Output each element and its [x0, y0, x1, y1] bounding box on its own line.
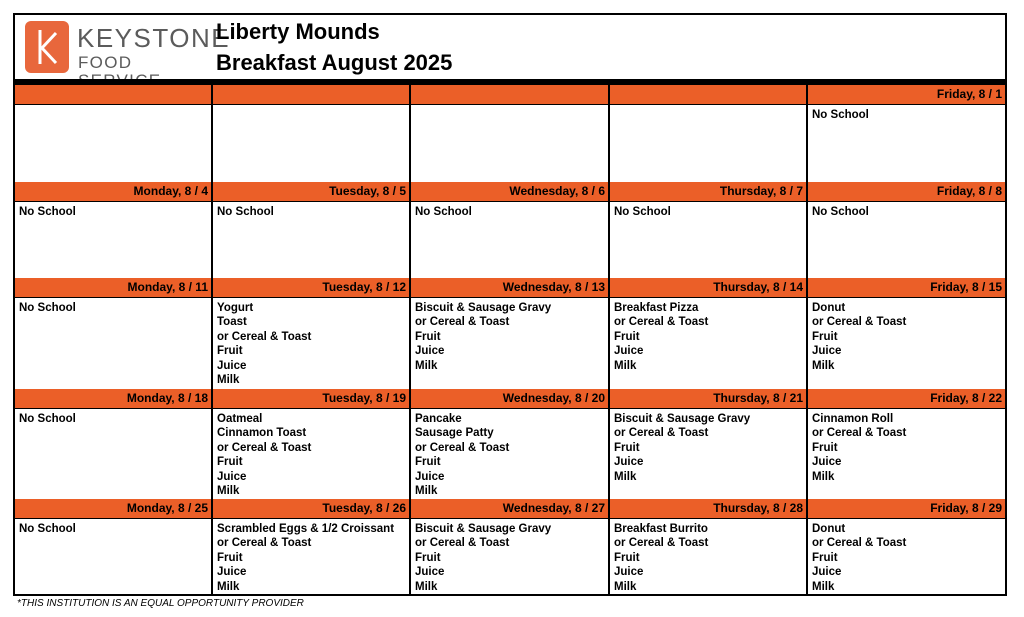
day-menu-cell: [808, 519, 1005, 594]
menu-item: Juice: [812, 456, 842, 469]
day-header: Friday, 8 / 29: [808, 499, 1005, 519]
day-menu-cell: [808, 202, 1005, 278]
day-header: Friday, 8 / 8: [808, 182, 1005, 202]
day-header: Thursday, 8 / 14: [610, 278, 808, 298]
day-header: Wednesday, 8 / 20: [411, 389, 610, 409]
day-menu-cell: [15, 519, 213, 594]
menu-item: Milk: [614, 359, 637, 372]
menu-item: Fruit: [217, 551, 243, 564]
menu-item: or Cereal & Toast: [415, 441, 510, 454]
day-header: Monday, 8 / 4: [15, 182, 213, 202]
day-header: Thursday, 8 / 28: [610, 499, 808, 519]
menu-item: Juice: [415, 566, 445, 579]
day-header: Tuesday, 8 / 12: [213, 278, 411, 298]
menu-item: No School: [19, 523, 76, 535]
menu-item: Fruit: [415, 456, 441, 469]
menu-item: Juice: [217, 359, 247, 372]
day-menu-cell: [213, 105, 411, 182]
menu-item: No School: [19, 413, 76, 425]
menu-item: Juice: [614, 456, 644, 469]
menu-item: Fruit: [217, 456, 243, 469]
menu-item: Breakfast Burrito: [614, 523, 708, 535]
day-menu-cell: [411, 202, 610, 278]
day-menu-cell: [610, 202, 808, 278]
menu-item: or Cereal & Toast: [812, 316, 907, 329]
menu-item: Milk: [812, 470, 835, 483]
menu-item: Yogurt: [217, 302, 254, 314]
day-header: [411, 85, 610, 105]
day-header: Wednesday, 8 / 6: [411, 182, 610, 202]
menu-item: No School: [614, 206, 671, 218]
menu-item: Cinnamon Roll: [812, 413, 894, 425]
menu-item: Donut: [812, 523, 846, 535]
menu-item: No School: [217, 206, 274, 218]
day-menu-cell: [411, 519, 610, 594]
day-header: Friday, 8 / 15: [808, 278, 1005, 298]
day-menu-cell: [411, 298, 610, 389]
day-header: Tuesday, 8 / 26: [213, 499, 411, 519]
day-menu-cell: [213, 409, 411, 499]
menu-item: Biscuit & Sausage Gravy: [614, 413, 751, 425]
menu-item: Toast: [217, 316, 247, 329]
menu-item: Pancake: [415, 413, 462, 425]
menu-header: [15, 15, 1005, 79]
day-header: Wednesday, 8 / 27: [411, 499, 610, 519]
menu-item: or Cereal & Toast: [217, 441, 312, 454]
menu-item: Scrambled Eggs & 1/2 Croissant: [217, 523, 395, 535]
menu-item: Milk: [217, 374, 240, 387]
day-menu-cell: [808, 105, 1005, 182]
menu-item: Fruit: [812, 551, 838, 564]
menu-item: Milk: [217, 485, 240, 498]
day-menu-cell: [15, 298, 213, 389]
day-menu-cell: [808, 298, 1005, 389]
calendar-grid: [15, 85, 1005, 594]
menu-item: Juice: [415, 470, 445, 483]
menu-item: Milk: [614, 580, 637, 593]
menu-item: Milk: [415, 485, 438, 498]
menu-item: Fruit: [614, 551, 640, 564]
school-name: Liberty Mounds: [216, 19, 380, 44]
menu-item: Fruit: [415, 330, 441, 343]
menu-item: Fruit: [217, 345, 243, 358]
menu-item: Sausage Patty: [415, 427, 494, 440]
menu-item: Milk: [812, 580, 835, 593]
menu-item: Milk: [415, 359, 438, 372]
menu-item: No School: [19, 302, 76, 314]
menu-item: Milk: [217, 580, 240, 593]
day-menu-cell: [213, 519, 411, 594]
logo-subtitle: FOOD: [78, 53, 133, 72]
menu-item: Biscuit & Sausage Gravy: [415, 523, 552, 535]
menu-item: Juice: [415, 345, 445, 358]
menu-item: or Cereal & Toast: [415, 537, 510, 550]
day-header: Tuesday, 8 / 5: [213, 182, 411, 202]
day-menu-cell: [808, 409, 1005, 499]
day-header: Monday, 8 / 25: [15, 499, 213, 519]
day-menu-cell: [15, 409, 213, 499]
keystone-logo: [25, 21, 231, 73]
menu-item: Juice: [217, 566, 247, 579]
menu-item: or Cereal & Toast: [614, 537, 709, 550]
day-header: Tuesday, 8 / 19: [213, 389, 411, 409]
day-menu-cell: [15, 105, 213, 182]
menu-calendar-frame: [13, 13, 1007, 596]
day-header: Wednesday, 8 / 13: [411, 278, 610, 298]
day-header: Thursday, 8 / 7: [610, 182, 808, 202]
menu-item: Fruit: [812, 330, 838, 343]
day-menu-cell: [213, 298, 411, 389]
day-menu-cell: [610, 298, 808, 389]
menu-item: Fruit: [614, 441, 640, 454]
menu-item: or Cereal & Toast: [217, 330, 312, 343]
menu-item: Juice: [217, 470, 247, 483]
menu-item: Milk: [614, 470, 637, 483]
day-menu-cell: [213, 202, 411, 278]
menu-item: Oatmeal: [217, 413, 263, 425]
menu-item: Juice: [812, 345, 842, 358]
menu-item: Fruit: [614, 330, 640, 343]
menu-item: Juice: [614, 345, 644, 358]
day-header: Thursday, 8 / 21: [610, 389, 808, 409]
menu-item: Juice: [812, 566, 842, 579]
menu-item: No School: [19, 206, 76, 218]
menu-item: Milk: [415, 580, 438, 593]
menu-item: or Cereal & Toast: [812, 537, 907, 550]
menu-item: No School: [415, 206, 472, 218]
menu-item: No School: [812, 109, 869, 121]
equal-opportunity-note: *THIS INSTITUTION IS AN EQUAL OPPORTUNITY PROVIDER: [17, 598, 304, 609]
day-menu-cell: [610, 519, 808, 594]
menu-title: Breakfast August 2025: [216, 50, 453, 75]
menu-item: Milk: [812, 359, 835, 372]
day-header: [610, 85, 808, 105]
menu-item: or Cereal & Toast: [812, 427, 907, 440]
day-menu-cell: [610, 105, 808, 182]
menu-item: or Cereal & Toast: [415, 316, 510, 329]
day-header: Monday, 8 / 18: [15, 389, 213, 409]
menu-item: Juice: [614, 566, 644, 579]
menu-item: or Cereal & Toast: [217, 537, 312, 550]
menu-item: Breakfast Pizza: [614, 302, 699, 314]
menu-item: Cinnamon Toast: [217, 427, 307, 440]
day-header: [213, 85, 411, 105]
menu-item: No School: [812, 206, 869, 218]
day-menu-cell: [15, 202, 213, 278]
day-header: Friday, 8 / 1: [808, 85, 1005, 105]
menu-item: Fruit: [415, 551, 441, 564]
menu-item: Donut: [812, 302, 846, 314]
menu-item: or Cereal & Toast: [614, 427, 709, 440]
menu-item: Biscuit & Sausage Gravy: [415, 302, 552, 314]
keystone-k-logo-icon: [25, 21, 69, 73]
menu-item: Fruit: [812, 441, 838, 454]
day-header: Friday, 8 / 22: [808, 389, 1005, 409]
day-menu-cell: [610, 409, 808, 499]
day-header: Monday, 8 / 11: [15, 278, 213, 298]
day-header: [15, 85, 213, 105]
menu-item: or Cereal & Toast: [614, 316, 709, 329]
logo-name: KEYSTONE: [77, 23, 231, 53]
day-menu-cell: [411, 409, 610, 499]
day-menu-cell: [411, 105, 610, 182]
